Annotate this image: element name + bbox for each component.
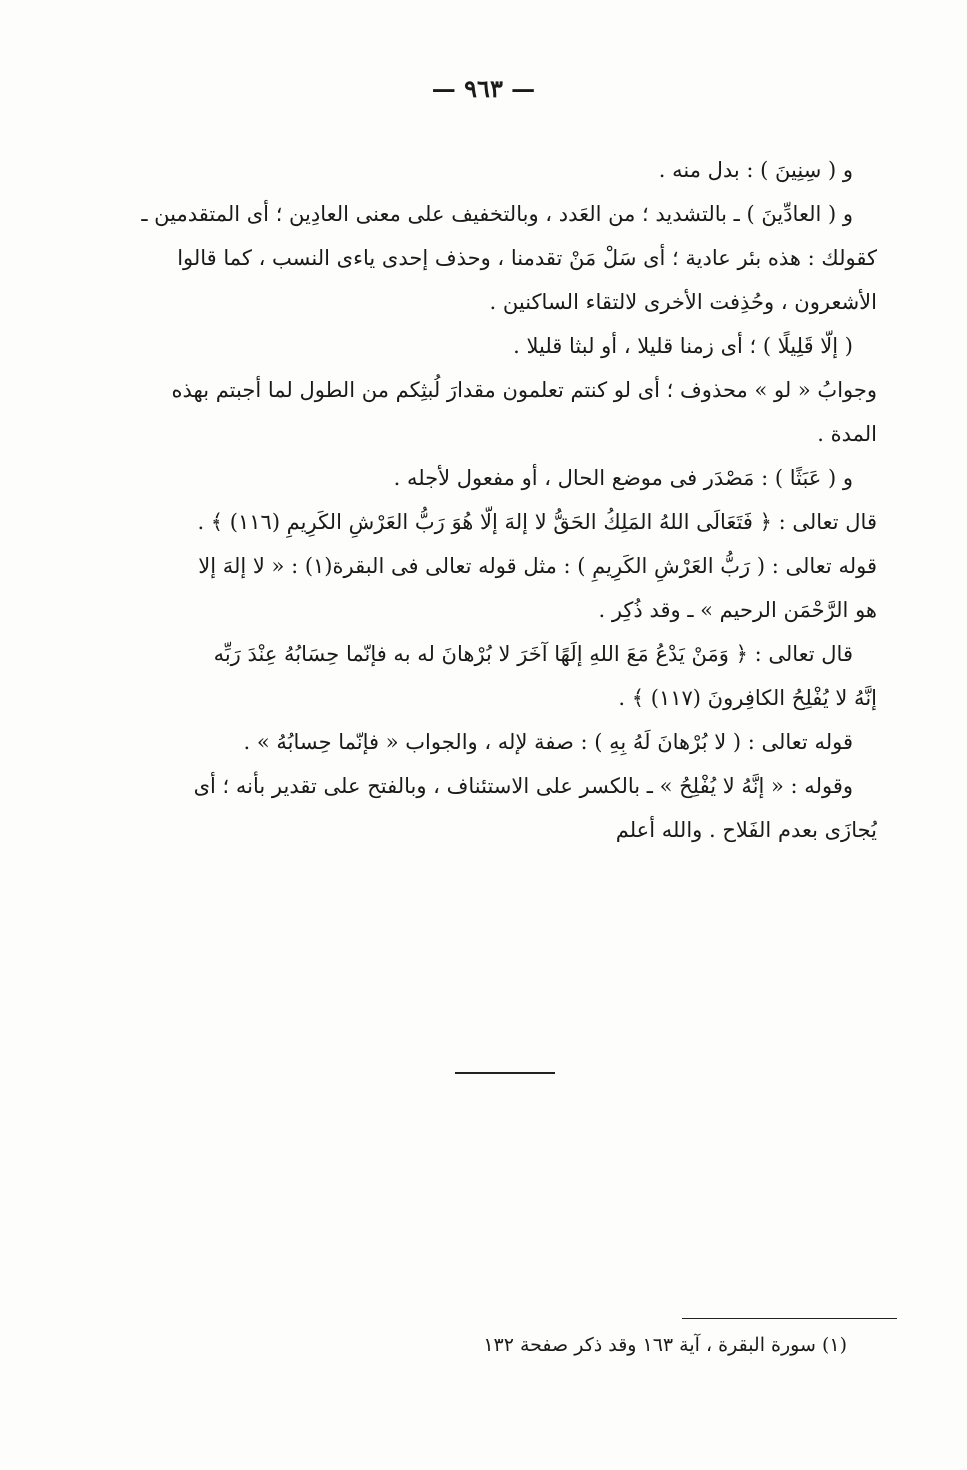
footnote: (١) سورة البقرة ، آية ١٦٣ وقد ذكر صفحة ١٣٢ [483,1334,847,1356]
text-line: هو الرَّحْمَن الرحيم » ـ وقد ذُكِر . [598,598,877,622]
text-line: قوله تعالى : ( رَبُّ العَرْشِ الكَرِيمِ ) : مثل قوله تعالى فى البقرة(١) : « لا إلهَ إلا [198,554,877,578]
page-number: — ٩٦٣ — [431,74,536,103]
text-line: ( إلّا قَلِيلًا ) ؛ أى زمنا قليلا ، أو لبثا قليلا . [513,334,853,358]
text-line: المدة . [817,422,877,446]
text-line: الأشعرون ، وحُذِفت الأخرى لالتقاء الساكنين . [489,290,877,314]
text-line: و ( عَبَثًا ) : مَصْدَر فى موضع الحال ، أو مفعول لأجله . [393,466,853,490]
section-separator [455,1072,555,1074]
text-line: و ( العادِّينَ ) ـ بالتشديد ؛ من العَدد ، وبالتخفيف على معنى العادِين ؛ أى المتقدمين ـ [141,202,853,226]
main-text [87,148,877,852]
text-line: كقولك : هذه بئر عادية ؛ أى سَلْ مَنْ تقدمنا ، وحذف إحدى ياءى النسب ، كما قالوا [177,246,877,270]
text-line: قال تعالى : ﴿ فَتَعَالَى اللهُ المَلِكُ الحَقُّ لا إلهَ إلّا هُوَ رَبُّ العَرْشِ الكَرِيمِ (١١٦) ﴾ . [197,510,877,534]
text-line: إنَّهُ لا يُفْلِحُ الكافِرونَ (١١٧) ﴾ . [618,686,877,710]
text-line: يُجازَى بعدم الفَلاح . والله أعلم [615,818,877,842]
text-line: وجوابُ « لو » محذوف ؛ أى لو كنتم تعلمون مقدارَ لُبثِكم من الطول لما أجبتم بهذه [171,378,877,402]
text-line: قال تعالى : ﴿ وَمَنْ يَدْعُ مَعَ اللهِ إلَهًا آخَرَ لا بُرْهانَ له به فإنّما حِسَابُهُ عِنْدَ رَبِّه [213,642,853,666]
footnote-rule [682,1318,897,1319]
text-line: و ( سِنِينَ ) : بدل منه . [658,158,853,182]
text-line: وقوله : « إنَّهُ لا يُفْلِحُ » ـ بالكسر على الاستئناف ، وبالفتح على تقدير بأنه ؛ أى [193,774,853,798]
text-line: قوله تعالى : ( لا بُرْهانَ لَهُ بِهِ ) : صفة لإله ، والجواب « فإنّما حِسابُهُ » . [243,730,853,754]
